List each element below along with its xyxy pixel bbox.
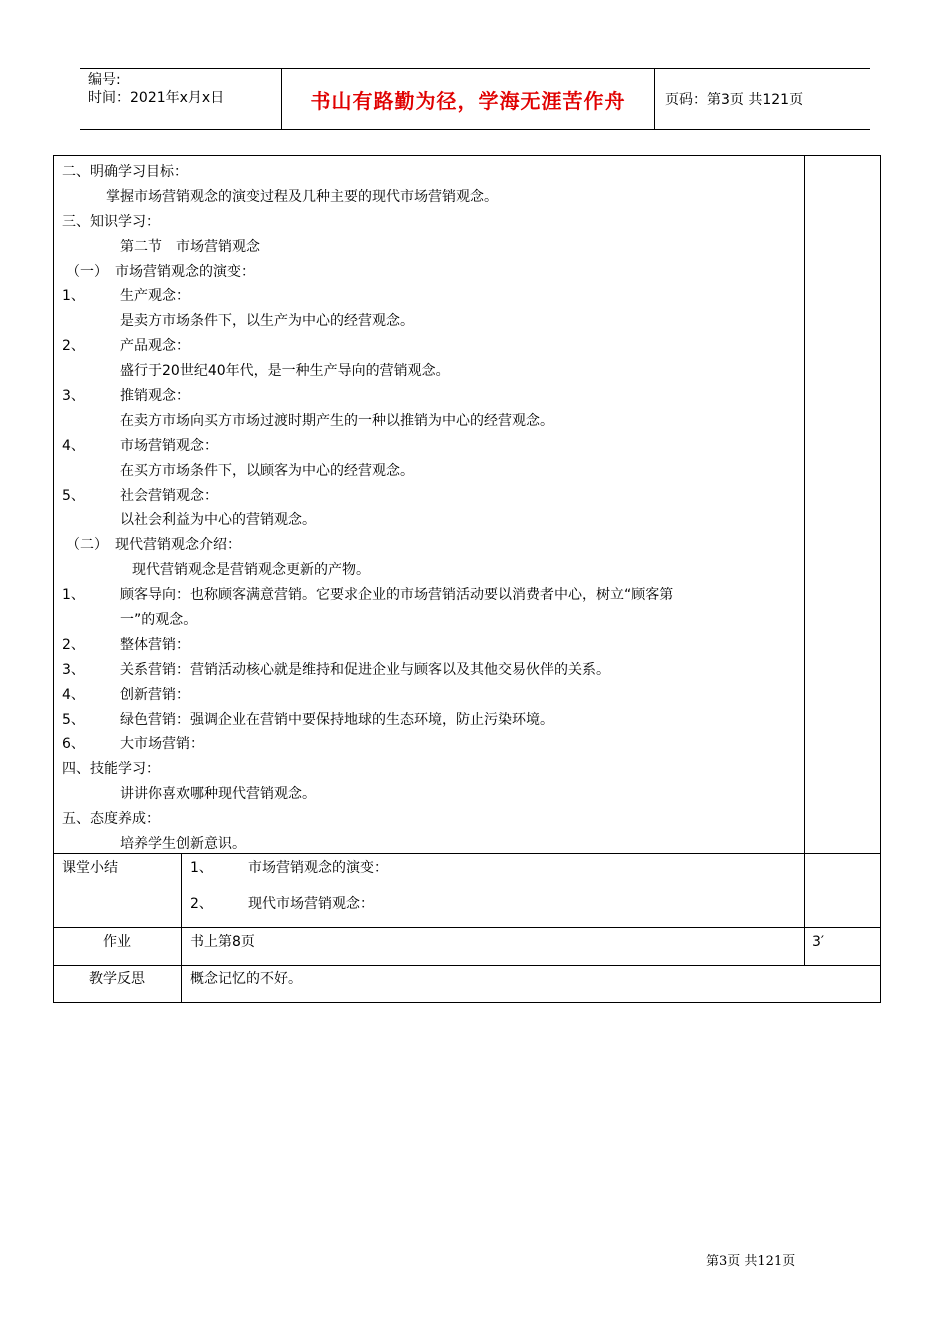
list-item: 2、 整体营销： bbox=[62, 636, 190, 653]
summary-item: 1、 市场营销观念的演变： bbox=[190, 860, 388, 876]
list-item: 4、 市场营销观念： bbox=[62, 437, 218, 454]
summary-item: 2、 现代市场营销观念： bbox=[190, 896, 374, 912]
list-item: 5、 绿色营销：强调企业在营销中要保持地球的生态环境，防止污染环境。 bbox=[62, 711, 554, 728]
list-item-desc: 盛行于20世纪40年代，是一种生产导向的营销观念。 bbox=[120, 363, 450, 380]
modern-intro: 现代营销观念是营销观念更新的产物。 bbox=[132, 562, 370, 579]
table-row-divider bbox=[53, 927, 881, 928]
subheading-modern: （二） 现代营销观念介绍： bbox=[66, 537, 241, 554]
list-item: 5、 社会营销观念： bbox=[62, 487, 218, 504]
table-row-divider bbox=[53, 965, 881, 966]
section-title: 第二节 市场营销观念 bbox=[120, 238, 260, 255]
heading-skills: 四、技能学习： bbox=[62, 761, 160, 778]
list-item-continued: 一”的观念。 bbox=[120, 612, 198, 629]
homework-text: 书上第8页 bbox=[190, 934, 255, 950]
list-item: 6、 大市场营销： bbox=[62, 736, 204, 753]
homework-time: 3′ bbox=[812, 934, 825, 950]
list-item: 3、 关系营销：营销活动核心就是维持和促进企业与顾客以及其他交易伙伴的关系。 bbox=[62, 661, 610, 678]
heading-knowledge: 三、知识学习： bbox=[62, 213, 160, 230]
header-page-info: 页码：第3页 共121页 bbox=[665, 92, 804, 108]
header-motto: 书山有路勤为径，学海无涯苦作舟 bbox=[310, 88, 626, 113]
header-meta bbox=[88, 71, 224, 107]
homework-label: 作业 bbox=[103, 934, 131, 950]
page-header bbox=[80, 68, 870, 130]
table-col-divider bbox=[181, 853, 182, 1003]
reflection-label: 教学反思 bbox=[89, 971, 145, 987]
skill-text: 讲讲你喜欢哪种现代营销观念。 bbox=[120, 786, 316, 803]
header-divider bbox=[654, 69, 655, 129]
list-item-desc: 以社会利益为中心的营销观念。 bbox=[120, 512, 316, 529]
date-label: 时间：2021年x月x日 bbox=[88, 90, 225, 106]
list-item-desc: 在卖方市场向买方市场过渡时期产生的一种以推销为中心的经营观念。 bbox=[120, 412, 554, 429]
table-col-divider bbox=[804, 155, 805, 965]
attitude-text: 培养学生创新意识。 bbox=[120, 836, 246, 853]
heading-goals: 二、明确学习目标： bbox=[62, 164, 188, 180]
subheading-evolution: （一） 市场营销观念的演变： bbox=[66, 263, 255, 280]
list-item-desc: 在买方市场条件下，以顾客为中心的经营观念。 bbox=[120, 462, 414, 479]
goal-text: 掌握市场营销观念的演变过程及几种主要的现代市场营销观念。 bbox=[106, 188, 498, 205]
list-item: 1、 顾客导向：也称顾客满意营销。它要求企业的市场营销活动要以消费者中心，树立“顾客第 bbox=[62, 587, 674, 604]
list-item: 1、 生产观念： bbox=[62, 288, 190, 305]
list-item: 4、 创新营销： bbox=[62, 686, 190, 703]
list-item: 3、 推销观念： bbox=[62, 388, 190, 405]
serial-label: 编号: bbox=[88, 72, 121, 88]
heading-attitude: 五、态度养成： bbox=[62, 811, 160, 828]
list-item-desc: 是卖方市场条件下，以生产为中心的经营观念。 bbox=[120, 313, 414, 330]
summary-label: 课堂小结 bbox=[62, 860, 118, 876]
page-footer: 第3页 共121页 bbox=[706, 1254, 796, 1269]
reflection-text: 概念记忆的不好。 bbox=[190, 971, 302, 987]
list-item: 2、 产品观念： bbox=[62, 338, 190, 355]
lesson-content bbox=[62, 160, 802, 857]
